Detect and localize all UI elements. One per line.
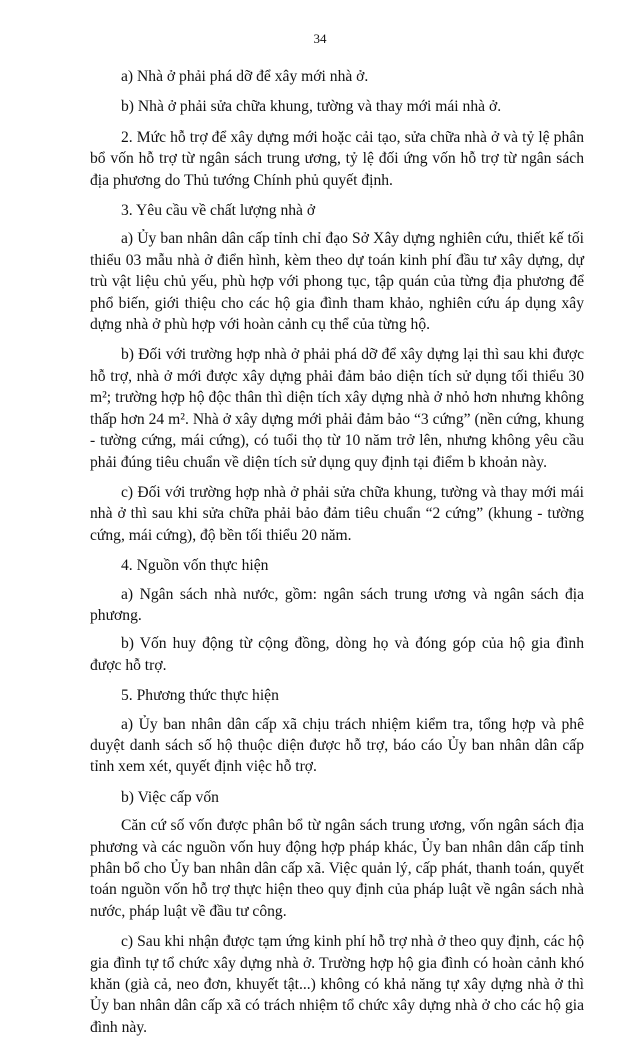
page-number: 34 [313,31,327,46]
paragraph-3b-rebuild-standard: b) Đối với trường hợp nhà ở phải phá dỡ để xây dựng lại thì sau khi được hỗ trợ, nhà ở mới được xây dựng phải đảm bảo diện tích sử dụng tối thiểu 30 m²; trường hợp hộ độc thân thì diện tích xây dựng nhà ở nhỏ hơn nhưng không thấp hơn 24 m². Nhà ở xây dựng mới phải đảm bảo “3 cứng” (nền cứng, khung - tường cứng, mái cứng), có tuổi thọ từ 10 năm trở lên, nhưng không yêu cầu phải đúng tiêu chuẩn về diện tích sử dụng quy định tại điểm b khoản này. [90,346,584,471]
paragraph-5c-self-construction: c) Sau khi nhận được tạm ứng kinh phí hỗ trợ nhà ở theo quy định, các hộ gia đình tự tổ chức xây dựng nhà ở. Trường hợp hộ gia đình có hoàn cảnh khó khăn (già cả, neo đơn, khuyết tật...) không có khả năng tự xây dựng nhà ở thì Ủy ban nhân dân cấp xã có trách nhiệm tổ chức xây dựng nhà ở cho các hộ gia đình này. [90,933,584,1036]
heading-5b-funding-allocation: b) Việc cấp vốn [121,788,219,806]
paragraph-5b-allocation-details: Căn cứ số vốn được phân bổ từ ngân sách trung ương, vốn ngân sách địa phương và các nguồn vốn huy động hợp pháp khác, Ủy ban nhân dân cấp tỉnh phân bổ cho Ủy ban nhân dân cấp xã. Việc quản lý, cấp phát, thanh toán, quyết toán nguồn vốn hỗ trợ thực hiện theo quy định của pháp luật về ngân sách nhà nước, pháp luật về đầu tư công. [90,817,584,920]
heading-section-4-funding: 4. Nguồn vốn thực hiện [121,557,269,575]
heading-section-3-quality: 3. Yêu cầu về chất lượng nhà ở [121,202,316,220]
paragraph-item-a-demolish: a) Nhà ở phải phá dỡ để xây mới nhà ở. [121,68,369,85]
paragraph-4a-state-budget: a) Ngân sách nhà nước, gồm: ngân sách trung ương và ngân sách địa phương. [90,585,584,624]
document-body [90,66,584,1047]
paragraph-3a-model-houses: a) Ủy ban nhân dân cấp tỉnh chỉ đạo Sở Xây dựng nghiên cứu, thiết kế tối thiểu 03 mẫu nhà ở điển hình, kèm theo dự toán kinh phí đầu tư xây dựng, dự trù vật liệu chủ yếu, phù hợp với phong tục, tập quán của từng địa phương để phổ biến, giới thiệu cho các hộ gia đình tham khảo, nghiên cứu áp dụng xây dựng nhà ở phù hợp với hoàn cảnh cụ thể của từng hộ. [90,230,584,334]
paragraph-item-b-repair: b) Nhà ở phải sửa chữa khung, tường và thay mới mái nhà ở. [121,98,502,116]
paragraph-section-2-support-level: 2. Mức hỗ trợ để xây dựng mới hoặc cải tạo, sửa chữa nhà ở và tỷ lệ phân bổ vốn hỗ trợ từ ngân sách trung ương, tỷ lệ đối ứng vốn hỗ trợ từ ngân sách địa phương do Thủ tướng Chính phủ quyết định. [90,128,584,189]
paragraph-4b-community-funds: b) Vốn huy động từ cộng đồng, dòng họ và đóng góp của hộ gia đình được hỗ trợ. [90,635,584,674]
paragraph-5a-commune-review: a) Ủy ban nhân dân cấp xã chịu trách nhiệm kiểm tra, tổng hợp và phê duyệt danh sách số hộ thuộc diện được hỗ trợ, báo cáo Ủy ban nhân dân cấp tỉnh xem xét, quyết định việc hỗ trợ. [90,715,584,776]
heading-section-5-method: 5. Phương thức thực hiện [121,687,279,705]
paragraph-3c-repair-standard: c) Đối với trường hợp nhà ở phải sửa chữa khung, tường và thay mới mái nhà ở thì sau khi sửa chữa phải bảo đảm tiêu chuẩn “2 cứng” (khung - tường cứng, mái cứng), độ bền tối thiểu 20 năm. [90,483,584,544]
